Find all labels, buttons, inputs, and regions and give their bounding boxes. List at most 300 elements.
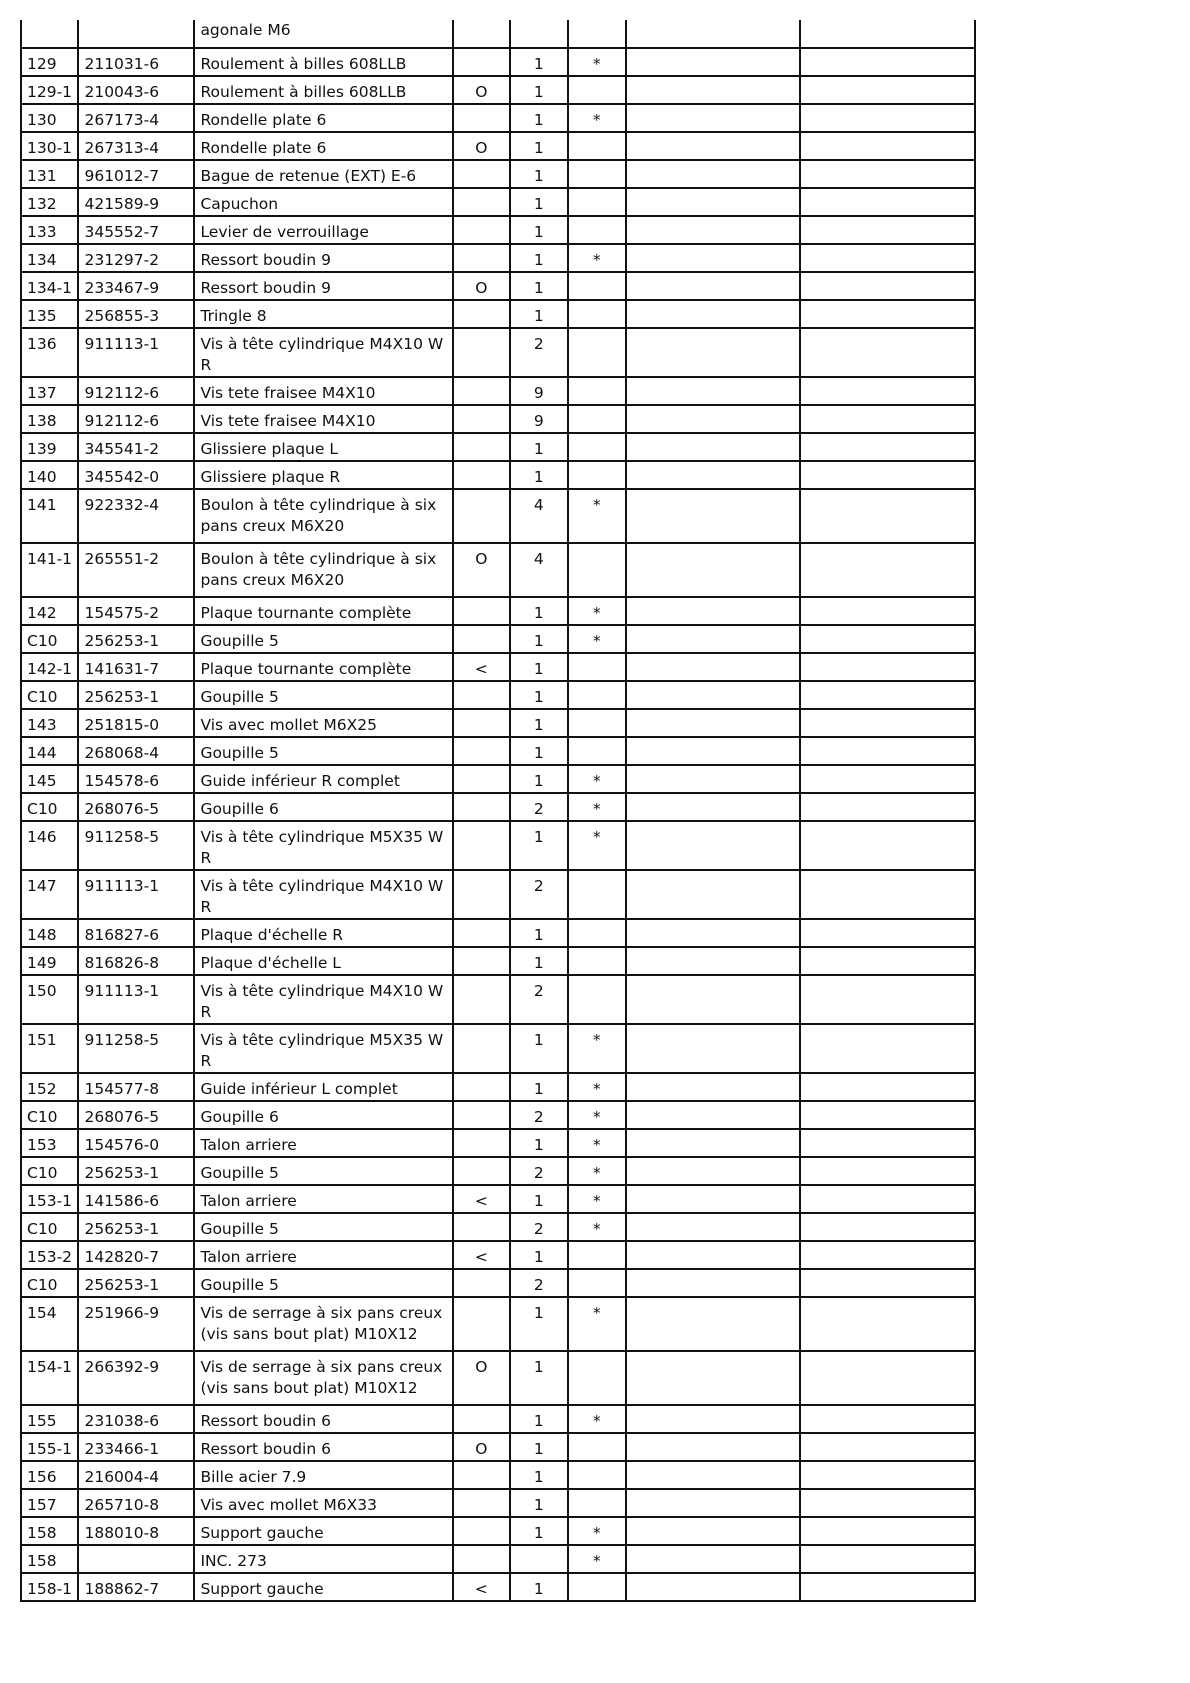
part-no-cell: 256855-3 <box>78 300 194 328</box>
extra-1-cell <box>626 48 800 76</box>
type-cell <box>453 244 510 272</box>
type-cell <box>453 377 510 405</box>
parts-table-body <box>21 20 975 1601</box>
table-row <box>21 1545 975 1573</box>
item-no-cell: 155 <box>21 1405 78 1433</box>
quantity-cell <box>510 1545 567 1573</box>
note-cell <box>568 216 626 244</box>
item-no-cell: 146 <box>21 821 78 870</box>
description-cell: Vis tete fraisee M4X10 <box>194 405 452 433</box>
note-cell: * <box>568 1213 626 1241</box>
extra-2-cell <box>800 765 975 793</box>
table-row <box>21 1461 975 1489</box>
quantity-cell: 1 <box>510 1489 567 1517</box>
description-cell: Support gauche <box>194 1573 452 1601</box>
type-cell: O <box>453 543 510 597</box>
item-no-cell: 145 <box>21 765 78 793</box>
description-cell: Plaque d'échelle L <box>194 947 452 975</box>
part-no-cell: 961012-7 <box>78 160 194 188</box>
quantity-cell: 2 <box>510 1213 567 1241</box>
note-cell <box>568 160 626 188</box>
type-cell: < <box>453 1573 510 1601</box>
extra-2-cell <box>800 1269 975 1297</box>
description-cell: Goupille 5 <box>194 1213 452 1241</box>
part-no-cell: 268076-5 <box>78 793 194 821</box>
part-no-cell <box>78 1545 194 1573</box>
note-cell <box>568 709 626 737</box>
extra-2-cell <box>800 244 975 272</box>
type-cell: O <box>453 272 510 300</box>
part-no-cell: 345541-2 <box>78 433 194 461</box>
extra-1-cell <box>626 20 800 48</box>
extra-1-cell <box>626 1433 800 1461</box>
item-no-cell: 142 <box>21 597 78 625</box>
description-cell: Ressort boudin 9 <box>194 272 452 300</box>
extra-2-cell <box>800 328 975 377</box>
item-no-cell: 149 <box>21 947 78 975</box>
table-row <box>21 1024 975 1073</box>
extra-1-cell <box>626 160 800 188</box>
item-no-cell: C10 <box>21 1101 78 1129</box>
item-no-cell: C10 <box>21 1157 78 1185</box>
table-row <box>21 1269 975 1297</box>
table-row <box>21 681 975 709</box>
item-no-cell: 142-1 <box>21 653 78 681</box>
item-no-cell: 139 <box>21 433 78 461</box>
note-cell <box>568 1269 626 1297</box>
description-cell: Glissiere plaque R <box>194 461 452 489</box>
table-row <box>21 1573 975 1601</box>
note-cell: * <box>568 765 626 793</box>
extra-1-cell <box>626 132 800 160</box>
quantity-cell: 1 <box>510 76 567 104</box>
description-cell: Plaque tournante complète <box>194 597 452 625</box>
table-row <box>21 975 975 1024</box>
description-cell: Vis à tête cylindrique M4X10 WR <box>194 328 452 377</box>
note-cell: * <box>568 1405 626 1433</box>
extra-2-cell <box>800 1461 975 1489</box>
type-cell <box>453 870 510 919</box>
description-cell: Guide inférieur R complet <box>194 765 452 793</box>
note-cell <box>568 328 626 377</box>
table-row <box>21 1405 975 1433</box>
quantity-cell: 1 <box>510 947 567 975</box>
quantity-cell: 1 <box>510 1461 567 1489</box>
part-no-cell: 233467-9 <box>78 272 194 300</box>
extra-2-cell <box>800 433 975 461</box>
table-row <box>21 1129 975 1157</box>
item-no-cell: 141-1 <box>21 543 78 597</box>
description-cell: Bague de retenue (EXT) E-6 <box>194 160 452 188</box>
note-cell <box>568 1573 626 1601</box>
extra-1-cell <box>626 1573 800 1601</box>
note-cell: * <box>568 489 626 543</box>
item-no-cell: 130-1 <box>21 132 78 160</box>
description-cell: Vis de serrage à six pans creux (vis sans bout plat) M10X12 <box>194 1297 452 1351</box>
quantity-cell: 9 <box>510 377 567 405</box>
extra-1-cell <box>626 1297 800 1351</box>
extra-1-cell <box>626 76 800 104</box>
quantity-cell: 1 <box>510 1351 567 1405</box>
part-no-cell <box>78 20 194 48</box>
table-row <box>21 216 975 244</box>
extra-2-cell <box>800 160 975 188</box>
note-cell <box>568 300 626 328</box>
item-no-cell: 154-1 <box>21 1351 78 1405</box>
type-cell <box>453 405 510 433</box>
table-row <box>21 48 975 76</box>
item-no-cell: 153-2 <box>21 1241 78 1269</box>
quantity-cell: 1 <box>510 681 567 709</box>
table-row <box>21 793 975 821</box>
quantity-cell: 9 <box>510 405 567 433</box>
extra-2-cell <box>800 597 975 625</box>
item-no-cell: 132 <box>21 188 78 216</box>
item-no-cell: 158 <box>21 1517 78 1545</box>
part-no-cell: 922332-4 <box>78 489 194 543</box>
type-cell <box>453 597 510 625</box>
description-cell: Boulon à tête cylindrique à six pans creux M6X20 <box>194 543 452 597</box>
item-no-cell: 140 <box>21 461 78 489</box>
type-cell <box>453 681 510 709</box>
table-row <box>21 20 975 48</box>
quantity-cell: 1 <box>510 433 567 461</box>
type-cell <box>453 433 510 461</box>
description-cell: Talon arriere <box>194 1129 452 1157</box>
extra-2-cell <box>800 1573 975 1601</box>
part-no-cell: 256253-1 <box>78 1269 194 1297</box>
quantity-cell: 2 <box>510 1269 567 1297</box>
note-cell <box>568 919 626 947</box>
table-row <box>21 1073 975 1101</box>
part-no-cell: 154577-8 <box>78 1073 194 1101</box>
part-no-cell: 268068-4 <box>78 737 194 765</box>
extra-2-cell <box>800 681 975 709</box>
table-row <box>21 489 975 543</box>
extra-1-cell <box>626 737 800 765</box>
type-cell <box>453 709 510 737</box>
note-cell <box>568 1433 626 1461</box>
extra-2-cell <box>800 1351 975 1405</box>
extra-2-cell <box>800 405 975 433</box>
part-no-cell: 154576-0 <box>78 1129 194 1157</box>
type-cell: < <box>453 1185 510 1213</box>
note-cell <box>568 543 626 597</box>
item-no-cell <box>21 20 78 48</box>
extra-1-cell <box>626 1213 800 1241</box>
description-cell: Ressort boudin 6 <box>194 1433 452 1461</box>
item-no-cell: 157 <box>21 1489 78 1517</box>
quantity-cell: 1 <box>510 461 567 489</box>
type-cell <box>453 947 510 975</box>
extra-2-cell <box>800 625 975 653</box>
part-no-cell: 154578-6 <box>78 765 194 793</box>
description-cell: Talon arriere <box>194 1185 452 1213</box>
table-row <box>21 1185 975 1213</box>
extra-1-cell <box>626 681 800 709</box>
part-no-cell: 210043-6 <box>78 76 194 104</box>
extra-2-cell <box>800 947 975 975</box>
type-cell: < <box>453 1241 510 1269</box>
extra-2-cell <box>800 76 975 104</box>
extra-2-cell <box>800 48 975 76</box>
extra-2-cell <box>800 709 975 737</box>
note-cell <box>568 1351 626 1405</box>
description-cell: Vis à tête cylindrique M4X10 WR <box>194 975 452 1024</box>
extra-2-cell <box>800 653 975 681</box>
quantity-cell: 1 <box>510 132 567 160</box>
item-no-cell: 131 <box>21 160 78 188</box>
quantity-cell: 2 <box>510 975 567 1024</box>
extra-2-cell <box>800 919 975 947</box>
quantity-cell: 2 <box>510 1157 567 1185</box>
extra-1-cell <box>626 489 800 543</box>
extra-1-cell <box>626 1269 800 1297</box>
note-cell <box>568 1241 626 1269</box>
part-no-cell: 231038-6 <box>78 1405 194 1433</box>
description-cell: Ressort boudin 6 <box>194 1405 452 1433</box>
note-cell: * <box>568 1129 626 1157</box>
extra-1-cell <box>626 975 800 1024</box>
description-cell: Goupille 5 <box>194 1157 452 1185</box>
type-cell <box>453 300 510 328</box>
extra-2-cell <box>800 1489 975 1517</box>
part-no-cell: 256253-1 <box>78 681 194 709</box>
part-no-cell: 345542-0 <box>78 461 194 489</box>
note-cell <box>568 405 626 433</box>
item-no-cell: 133 <box>21 216 78 244</box>
type-cell <box>453 1517 510 1545</box>
note-cell: * <box>568 48 626 76</box>
type-cell <box>453 1297 510 1351</box>
extra-2-cell <box>800 1073 975 1101</box>
item-no-cell: C10 <box>21 1269 78 1297</box>
quantity-cell <box>510 20 567 48</box>
type-cell <box>453 737 510 765</box>
extra-2-cell <box>800 1185 975 1213</box>
extra-1-cell <box>626 1405 800 1433</box>
item-no-cell: 134-1 <box>21 272 78 300</box>
type-cell <box>453 625 510 653</box>
type-cell <box>453 188 510 216</box>
quantity-cell: 1 <box>510 272 567 300</box>
extra-1-cell <box>626 188 800 216</box>
table-row <box>21 1433 975 1461</box>
quantity-cell: 1 <box>510 188 567 216</box>
type-cell <box>453 104 510 132</box>
extra-2-cell <box>800 1024 975 1073</box>
description-cell: Goupille 6 <box>194 1101 452 1129</box>
description-cell: Vis avec mollet M6X33 <box>194 1489 452 1517</box>
description-cell: Glissiere plaque L <box>194 433 452 461</box>
table-row <box>21 870 975 919</box>
description-cell: Rondelle plate 6 <box>194 104 452 132</box>
type-cell <box>453 48 510 76</box>
note-cell <box>568 433 626 461</box>
description-cell: Tringle 8 <box>194 300 452 328</box>
extra-1-cell <box>626 625 800 653</box>
part-no-cell: 911113-1 <box>78 975 194 1024</box>
extra-1-cell <box>626 1129 800 1157</box>
table-row <box>21 1297 975 1351</box>
extra-2-cell <box>800 104 975 132</box>
quantity-cell: 1 <box>510 919 567 947</box>
extra-1-cell <box>626 1351 800 1405</box>
part-no-cell: 912112-6 <box>78 377 194 405</box>
extra-1-cell <box>626 272 800 300</box>
extra-1-cell <box>626 821 800 870</box>
quantity-cell: 1 <box>510 48 567 76</box>
type-cell <box>453 1545 510 1573</box>
item-no-cell: 153 <box>21 1129 78 1157</box>
description-cell: Vis tete fraisee M4X10 <box>194 377 452 405</box>
quantity-cell: 2 <box>510 793 567 821</box>
table-row <box>21 160 975 188</box>
item-no-cell: C10 <box>21 625 78 653</box>
table-row <box>21 328 975 377</box>
extra-2-cell <box>800 132 975 160</box>
item-no-cell: 151 <box>21 1024 78 1073</box>
item-no-cell: C10 <box>21 793 78 821</box>
extra-1-cell <box>626 1073 800 1101</box>
part-no-cell: 141631-7 <box>78 653 194 681</box>
extra-2-cell <box>800 1101 975 1129</box>
part-no-cell: 911258-5 <box>78 1024 194 1073</box>
table-row <box>21 1517 975 1545</box>
quantity-cell: 1 <box>510 1073 567 1101</box>
quantity-cell: 1 <box>510 1241 567 1269</box>
extra-2-cell <box>800 737 975 765</box>
note-cell <box>568 272 626 300</box>
note-cell <box>568 681 626 709</box>
table-row <box>21 765 975 793</box>
table-row <box>21 1157 975 1185</box>
extra-2-cell <box>800 188 975 216</box>
table-row <box>21 1241 975 1269</box>
description-cell: Goupille 5 <box>194 681 452 709</box>
type-cell: < <box>453 653 510 681</box>
description-cell: Goupille 5 <box>194 625 452 653</box>
quantity-cell: 1 <box>510 597 567 625</box>
table-row <box>21 244 975 272</box>
type-cell <box>453 1461 510 1489</box>
note-cell: * <box>568 597 626 625</box>
item-no-cell: 129 <box>21 48 78 76</box>
part-no-cell: 211031-6 <box>78 48 194 76</box>
table-row <box>21 737 975 765</box>
extra-1-cell <box>626 1157 800 1185</box>
description-cell: Plaque d'échelle R <box>194 919 452 947</box>
extra-1-cell <box>626 709 800 737</box>
type-cell: O <box>453 1433 510 1461</box>
description-cell: Roulement à billes 608LLB <box>194 76 452 104</box>
quantity-cell: 2 <box>510 1101 567 1129</box>
item-no-cell: 158 <box>21 1545 78 1573</box>
description-cell: Vis à tête cylindrique M5X35 WR <box>194 1024 452 1073</box>
extra-1-cell <box>626 433 800 461</box>
note-cell: * <box>568 104 626 132</box>
type-cell <box>453 975 510 1024</box>
note-cell <box>568 76 626 104</box>
note-cell: * <box>568 1073 626 1101</box>
description-cell: Ressort boudin 9 <box>194 244 452 272</box>
part-no-cell: 188862-7 <box>78 1573 194 1601</box>
extra-2-cell <box>800 300 975 328</box>
quantity-cell: 1 <box>510 1024 567 1073</box>
part-no-cell: 231297-2 <box>78 244 194 272</box>
note-cell: * <box>568 1101 626 1129</box>
note-cell: * <box>568 1157 626 1185</box>
description-cell: Boulon à tête cylindrique à six pans creux M6X20 <box>194 489 452 543</box>
part-no-cell: 265710-8 <box>78 1489 194 1517</box>
description-cell: Goupille 5 <box>194 1269 452 1297</box>
item-no-cell: 144 <box>21 737 78 765</box>
table-row <box>21 104 975 132</box>
type-cell <box>453 20 510 48</box>
type-cell <box>453 765 510 793</box>
part-no-cell: 911113-1 <box>78 870 194 919</box>
description-cell: Guide inférieur L complet <box>194 1073 452 1101</box>
quantity-cell: 1 <box>510 1517 567 1545</box>
quantity-cell: 1 <box>510 1129 567 1157</box>
item-no-cell: 141 <box>21 489 78 543</box>
quantity-cell: 1 <box>510 737 567 765</box>
part-no-cell: 267313-4 <box>78 132 194 160</box>
part-no-cell: 154575-2 <box>78 597 194 625</box>
type-cell <box>453 489 510 543</box>
extra-2-cell <box>800 1157 975 1185</box>
part-no-cell: 216004-4 <box>78 1461 194 1489</box>
extra-1-cell <box>626 244 800 272</box>
description-cell: Talon arriere <box>194 1241 452 1269</box>
extra-2-cell <box>800 1129 975 1157</box>
note-cell <box>568 132 626 160</box>
table-row <box>21 272 975 300</box>
item-no-cell: 156 <box>21 1461 78 1489</box>
table-row <box>21 377 975 405</box>
extra-2-cell <box>800 1517 975 1545</box>
extra-1-cell <box>626 1024 800 1073</box>
part-no-cell: 911113-1 <box>78 328 194 377</box>
quantity-cell: 1 <box>510 1297 567 1351</box>
table-row <box>21 1489 975 1517</box>
note-cell <box>568 377 626 405</box>
note-cell: * <box>568 1297 626 1351</box>
description-cell: INC. 273 <box>194 1545 452 1573</box>
description-cell: Levier de verrouillage <box>194 216 452 244</box>
note-cell <box>568 188 626 216</box>
extra-2-cell <box>800 1433 975 1461</box>
description-cell: Bille acier 7.9 <box>194 1461 452 1489</box>
note-cell: * <box>568 1024 626 1073</box>
quantity-cell: 1 <box>510 653 567 681</box>
table-row <box>21 709 975 737</box>
description-cell: Rondelle plate 6 <box>194 132 452 160</box>
extra-2-cell <box>800 216 975 244</box>
part-no-cell: 251966-9 <box>78 1297 194 1351</box>
item-no-cell: 148 <box>21 919 78 947</box>
part-no-cell: 816827-6 <box>78 919 194 947</box>
part-no-cell: 233466-1 <box>78 1433 194 1461</box>
extra-1-cell <box>626 1545 800 1573</box>
note-cell <box>568 975 626 1024</box>
extra-2-cell <box>800 793 975 821</box>
type-cell <box>453 461 510 489</box>
part-no-cell: 911258-5 <box>78 821 194 870</box>
extra-2-cell <box>800 1405 975 1433</box>
quantity-cell: 2 <box>510 870 567 919</box>
part-no-cell: 256253-1 <box>78 1157 194 1185</box>
